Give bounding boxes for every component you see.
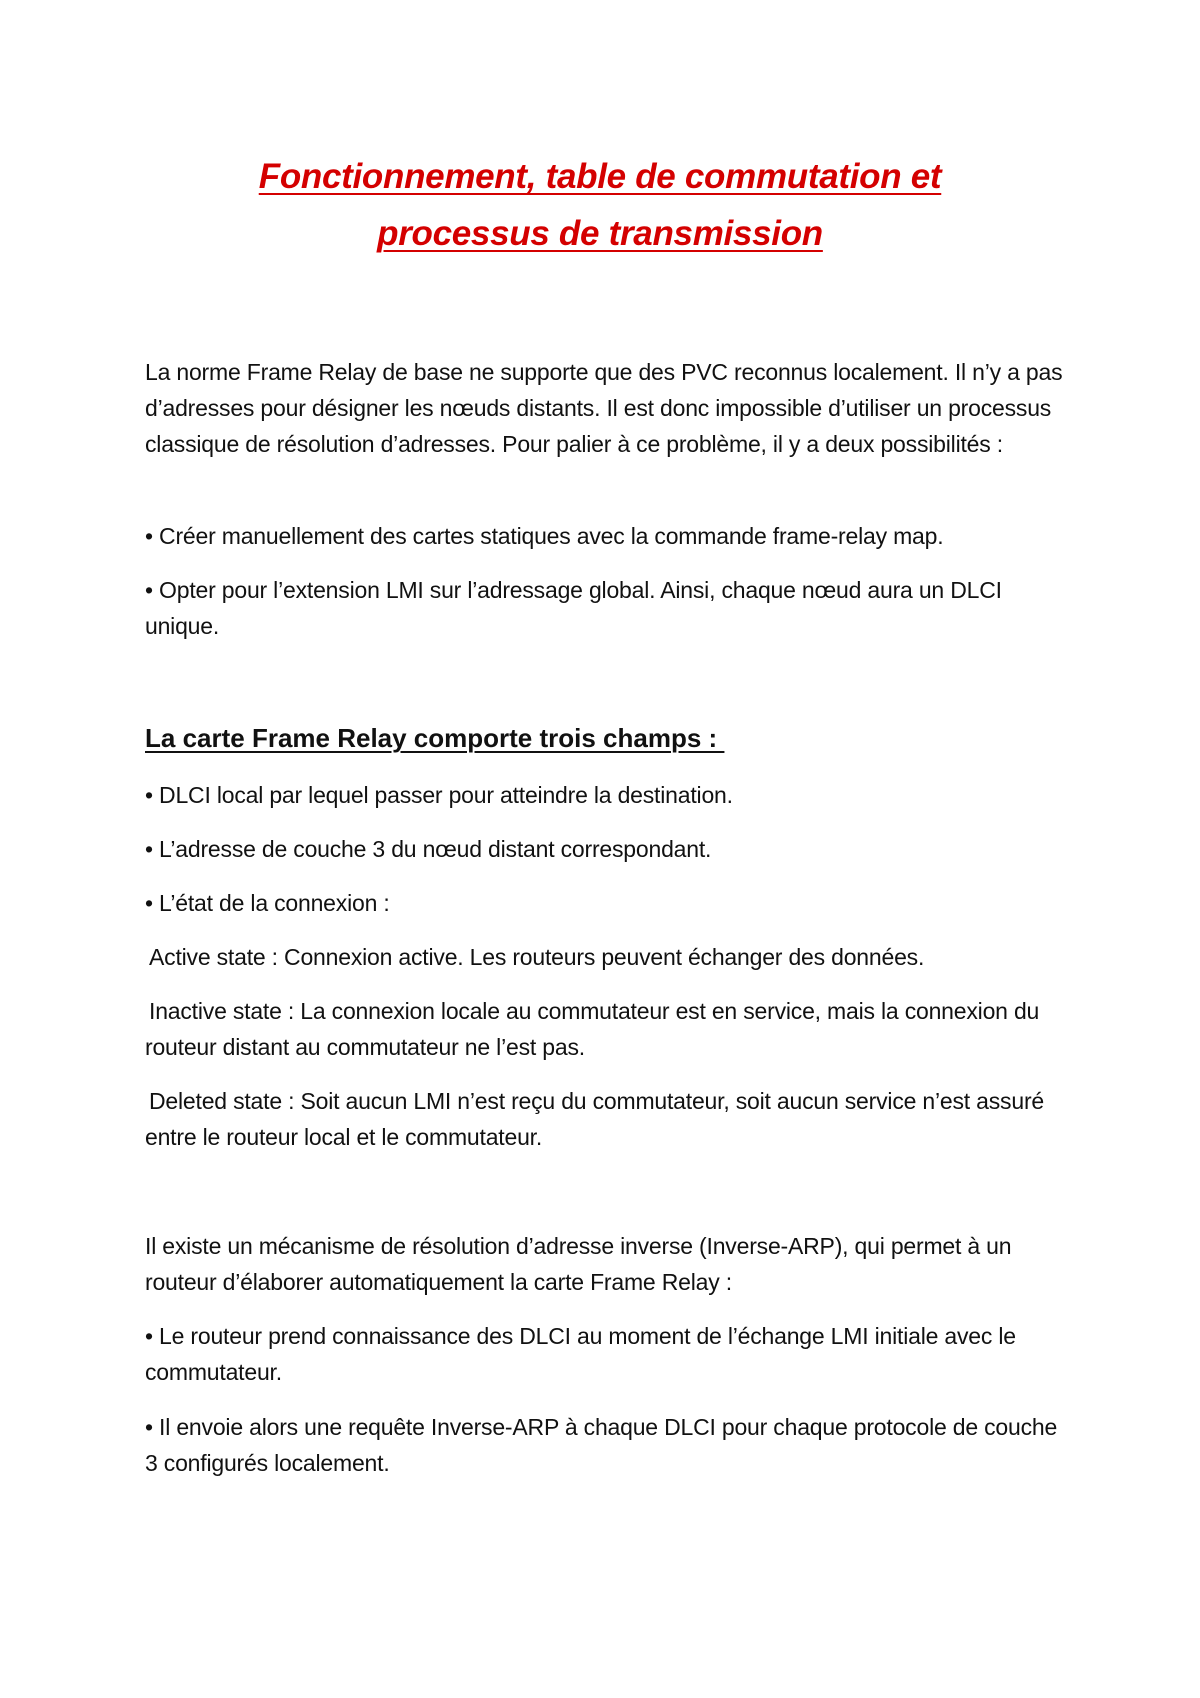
bullet-text: DLCI local par lequel passer pour atteindre la destination. <box>159 782 733 808</box>
bullet-text: Créer manuellement des cartes statiques avec la commande frame-relay map. <box>159 523 944 549</box>
bullet-text: Le routeur prend connaissance des DLCI au moment de l’échange LMI initiale avec le commutateur. <box>145 1323 1016 1385</box>
bullet-item <box>145 572 1075 644</box>
bullet-text: Il envoie alors une requête Inverse-ARP à chaque DLCI pour chaque protocole de couche 3 configurés localement. <box>145 1414 1058 1476</box>
bullet-text: Opter pour l’extension LMI sur l’adressage global. Ainsi, chaque nœud aura un DLCI unique. <box>145 577 1002 639</box>
title-line-2: processus de transmission <box>377 214 823 253</box>
bullet-icon <box>145 1414 159 1440</box>
bullet-text: L’adresse de couche 3 du nœud distant correspondant. <box>159 836 712 862</box>
state-active: Active state : Connexion active. Les routeurs peuvent échanger des données. <box>149 944 925 970</box>
bullet-icon <box>145 1323 159 1349</box>
bullet-icon <box>145 890 159 916</box>
document-title <box>0 148 1200 262</box>
state-deleted: Deleted state : Soit aucun LMI n’est reçu du commutateur, soit aucun service n’est assuré entre le routeur local et le commutateur. <box>145 1088 1045 1150</box>
bullet-item <box>145 1409 1075 1481</box>
state-inactive: Inactive state : La connexion locale au commutateur est en service, mais la connexion du routeur distant au commutateur ne l’est pas. <box>145 998 1040 1060</box>
bullet-item <box>145 777 1075 813</box>
inverse-arp-paragraph: Il existe un mécanisme de résolution d’adresse inverse (Inverse-ARP), qui permet à un routeur d’élaborer automatiquement la carte Frame Relay : <box>145 1233 1012 1295</box>
bullet-item <box>145 518 1075 554</box>
bullet-icon <box>145 782 159 808</box>
bullet-icon <box>145 836 159 862</box>
intro-paragraph: La norme Frame Relay de base ne supporte que des PVC reconnus localement. Il n’y a pas d’adresses pour désigner les nœuds distants. Il est donc impossible d’utiliser un processus classique de résolution d’adresses. Pour palier à ce problème, il y a deux possibilités : <box>145 359 1063 457</box>
bullet-icon <box>145 523 159 549</box>
section-heading: La carte Frame Relay comporte trois champs : <box>145 723 725 753</box>
title-line-1: Fonctionnement, table de commutation et <box>258 157 942 196</box>
bullet-item <box>145 885 1075 921</box>
bullet-item <box>145 1318 1075 1390</box>
bullet-item <box>145 831 1075 867</box>
bullet-text: L’état de la connexion : <box>159 890 390 916</box>
bullet-icon <box>145 577 159 603</box>
